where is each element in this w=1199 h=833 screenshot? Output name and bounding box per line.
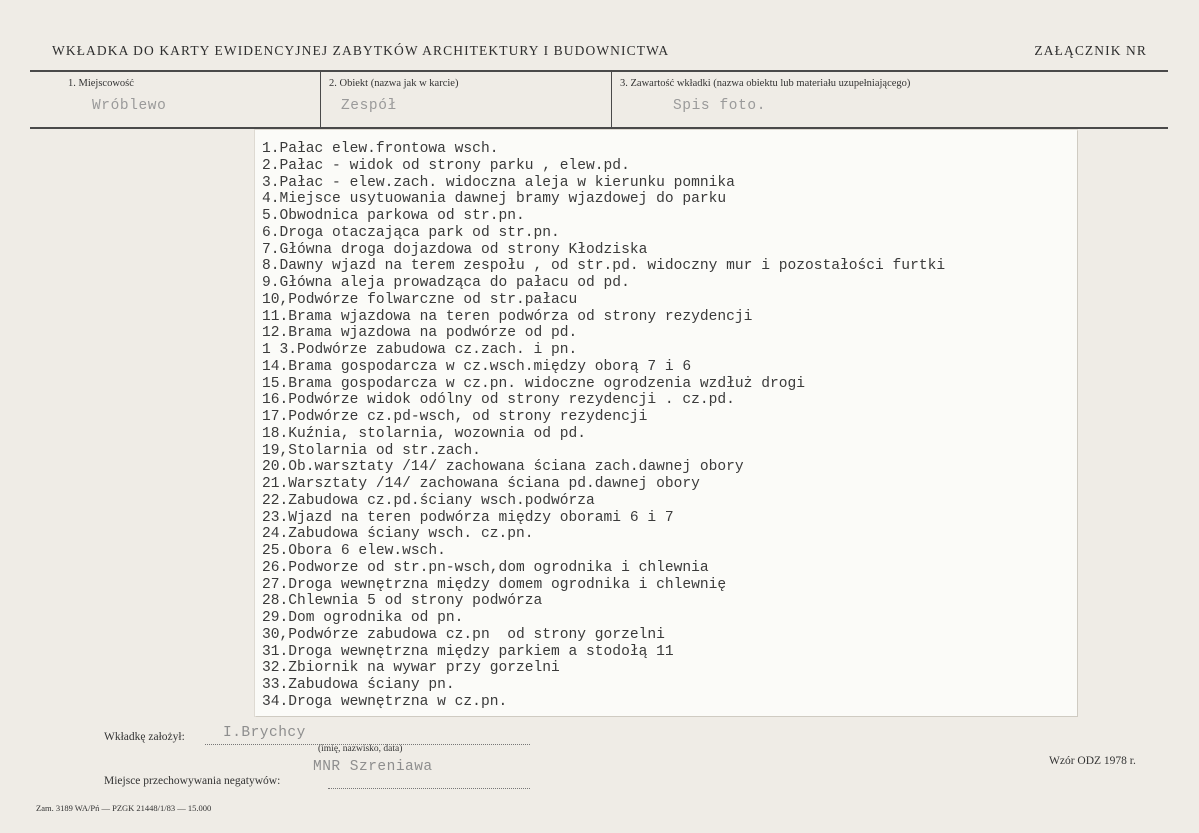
photo-list-item: 15.Brama gospodarcza w cz.pn. widoczne ogrodzenia wzdłuż drogi [262,375,805,392]
photo-list-item: 2.Pałac - widok od strony parku , elew.pd. [262,157,630,174]
photo-list-item: 30,Podwórze zabudowa cz.pn od strony gorzelni [262,626,665,643]
object-label: 2. Obiekt (nazwa jak w karcie) [329,78,459,89]
content-value: Spis foto. [673,98,767,114]
form-title: WKŁADKA DO KARTY EWIDENCYJNEJ ZABYTKÓW ARCHITEKTURY I BUDOWNICTWA [52,43,670,58]
location-value: Wróblewo [92,98,167,114]
photo-list-item: 14.Brama gospodarcza w cz.wsch.między oborą 7 i 6 [262,358,692,375]
photo-list-item: 8.Dawny wjazd na terem zespołu , od str.pd. widoczny mur i pozostałości furtki [262,258,946,275]
photo-list-item: 10,Podwórze folwarczne od str.pałacu [262,291,578,308]
attachment-number-label: ZAŁĄCZNIK NR [1034,43,1147,58]
photo-list-item: 22.Zabudowa cz.pd.ściany wsch.podwórza [262,492,595,509]
photo-list-item: 24.Zabudowa ściany wsch. cz.pn. [262,526,534,543]
photo-list-item: 17.Podwórze cz.pd-wsch, od strony rezydencji [262,409,648,425]
photo-list-item: 19,Stolarnia od str.zach. [262,442,481,459]
photo-list-item: 1 3.Podwórze zabudowa cz.zach. i pn. [262,342,578,358]
photo-list-item: 33.Zabudowa ściany pn. [262,677,455,693]
inserted-by-label: Wkładkę założył: [104,731,185,743]
photo-list-item: 20.Ob.warsztaty /14/ zachowana ściana zach.dawnej obory [262,459,744,476]
photo-list-item: 26.Podworze od str.pn-wsch,dom ogrodnika i chlewnia [262,559,709,576]
photo-list [262,141,945,711]
photo-list-item: 6.Droga otaczająca park od str.pn. [262,224,560,241]
photo-list-item: 4.Miejsce usytuowania dawnej bramy wjazdowej do parku [262,191,727,208]
photo-list-item: 23.Wjazd na teren podwórza między oborami 6 i 7 [262,509,674,526]
storage-value: MNR Szreniawa [313,759,433,775]
object-value: Zespół [341,98,397,114]
field-divider [611,72,612,127]
print-info: Zam. 3189 WA/Pń — PZGK 21448/1/83 — 15.000 [36,803,212,813]
photo-list-item: 11.Brama wjazdowa na teren podwórza od strony rezydencji [262,308,753,325]
photo-list-sheet [255,130,1077,716]
photo-list-item: 27.Droga wewnętrzna między domem ogrodnika i chlewnię [262,576,727,593]
form-model: Wzór ODZ 1978 r. [1049,755,1136,767]
photo-list-item: 1.Pałac elew.frontowa wsch. [262,141,499,157]
photo-list-item: 12.Brama wjazdowa na podwórze od pd. [262,325,578,342]
photo-list-item: 25.Obora 6 elew.wsch. [262,543,446,559]
photo-list-item: 7.Główna droga dojazdowa od strony Kłodziska [262,241,648,258]
photo-list-item: 32.Zbiornik na wywar przy gorzelni [262,660,560,677]
photo-list-item: 21.Warsztaty /14/ zachowana ściana pd.dawnej obory [262,476,700,492]
photo-list-item: 16.Podwórze widok odólny od strony rezydencji . cz.pd. [262,392,735,409]
photo-list-item: 28.Chlewnia 5 od strony podwórza [262,593,543,610]
location-label: 1. Miejscowość [68,78,134,89]
content-label: 3. Zawartość wkładki (nazwa obiektu lub materiału uzupełniającego) [620,78,911,89]
photo-list-item: 31.Droga wewnętrzna między parkiem a stodołą 11 [262,643,674,660]
field-divider [320,72,321,127]
photo-list-item: 5.Obwodnica parkowa od str.pn. [262,208,525,224]
storage-label: Miejsce przechowywania negatywów: [104,775,281,787]
photo-list-item: 29.Dom ogrodnika od pn. [262,610,464,626]
photo-list-item: 3.Pałac - elew.zach. widoczna aleja w kierunku pomnika [262,174,735,191]
inserted-by-value: I.Brychcy [223,725,306,741]
header-rule-top [30,70,1168,72]
name-hint: (imię, nazwisko, data) [318,744,403,754]
photo-list-item: 34.Droga wewnętrzna w cz.pn. [262,693,508,710]
photo-list-item: 9.Główna aleja prowadząca do pałacu od pd. [262,275,630,291]
header-rule-bottom [30,127,1168,129]
photo-list-item: 18.Kuźnia, stolarnia, wozownia od pd. [262,425,587,442]
storage-line [328,788,530,789]
